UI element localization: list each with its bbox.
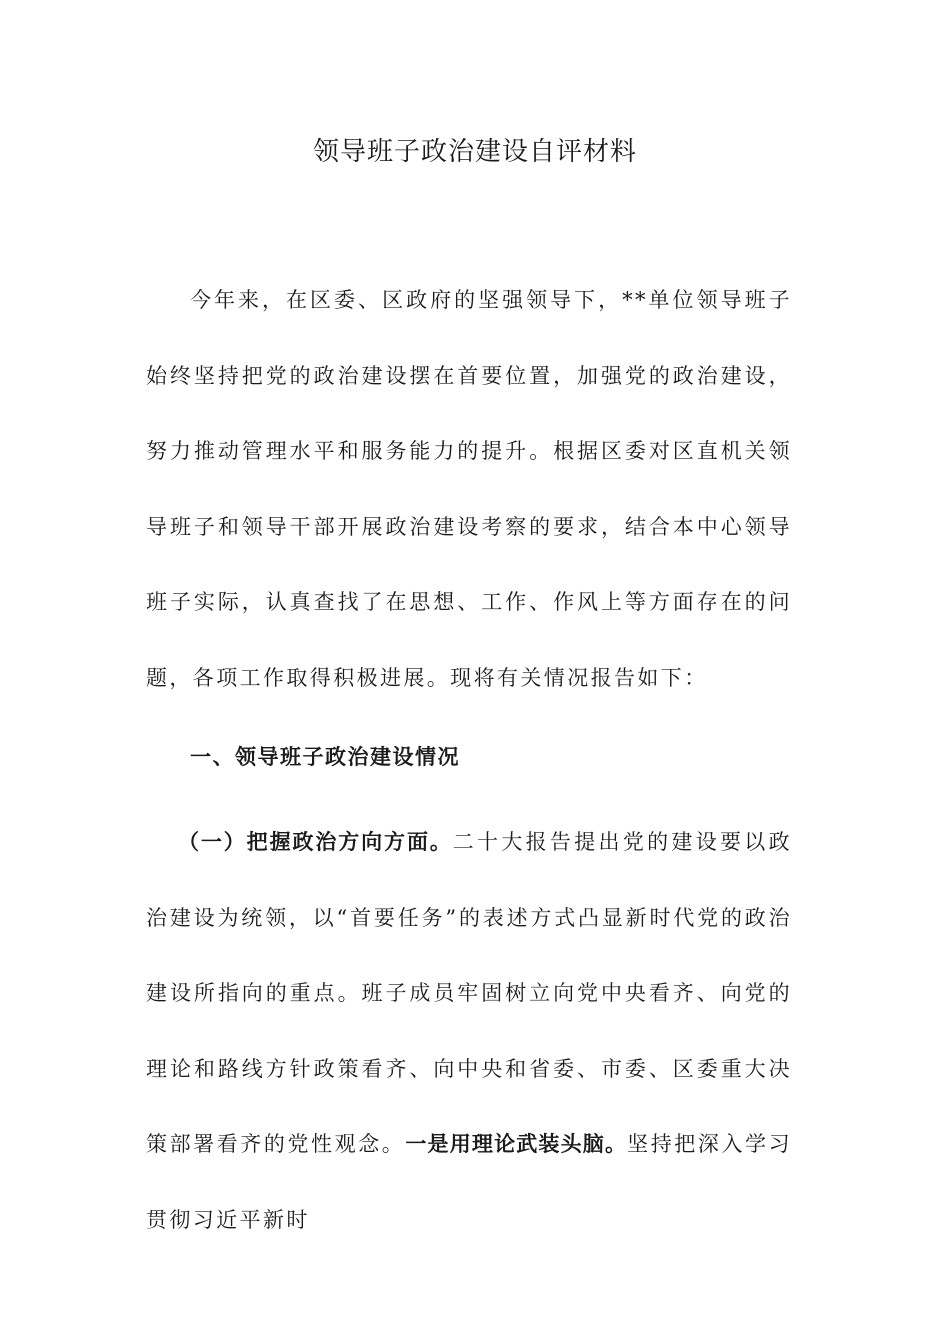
- subsection-text-part1: 二十大报告提出党的建设要以政治建设为统领，以“首要任务”的表述方式凸显新时代党的政治建设所指向的重点。班子成员牢固树立向党中央看齐、向党的理论和路线方针政策看齐、向中央和省委、市委、区委重大决策部署看齐的党性观念。: [146, 830, 792, 1156]
- subsection-paragraph: [146, 805, 792, 1258]
- section-heading: 一、领导班子政治建设情况: [190, 745, 460, 769]
- subsection-point: 一是用理论武装头脑。: [405, 1132, 628, 1156]
- subsection-lead: （一）把握政治方向方面。: [178, 830, 453, 854]
- subsection-text-part2: 坚持把深入学习贯彻习近平新时: [146, 1132, 793, 1232]
- intro-paragraph: 今年来，在区委、区政府的坚强领导下，**单位领导班子始终坚持把党的政治建设摆在首要位置，加强党的政治建设，努力推动管理水平和服务能力的提升。根据区委对区直机关领导班子和领导干部开展政治建设考察的要求，结合本中心领导班子实际，认真查找了在思想、工作、作风上等方面存在的问题，各项工作取得积极进展。现将有关情况报告如下：: [146, 288, 792, 690]
- document-title: 领导班子政治建设自评材料: [312, 137, 637, 167]
